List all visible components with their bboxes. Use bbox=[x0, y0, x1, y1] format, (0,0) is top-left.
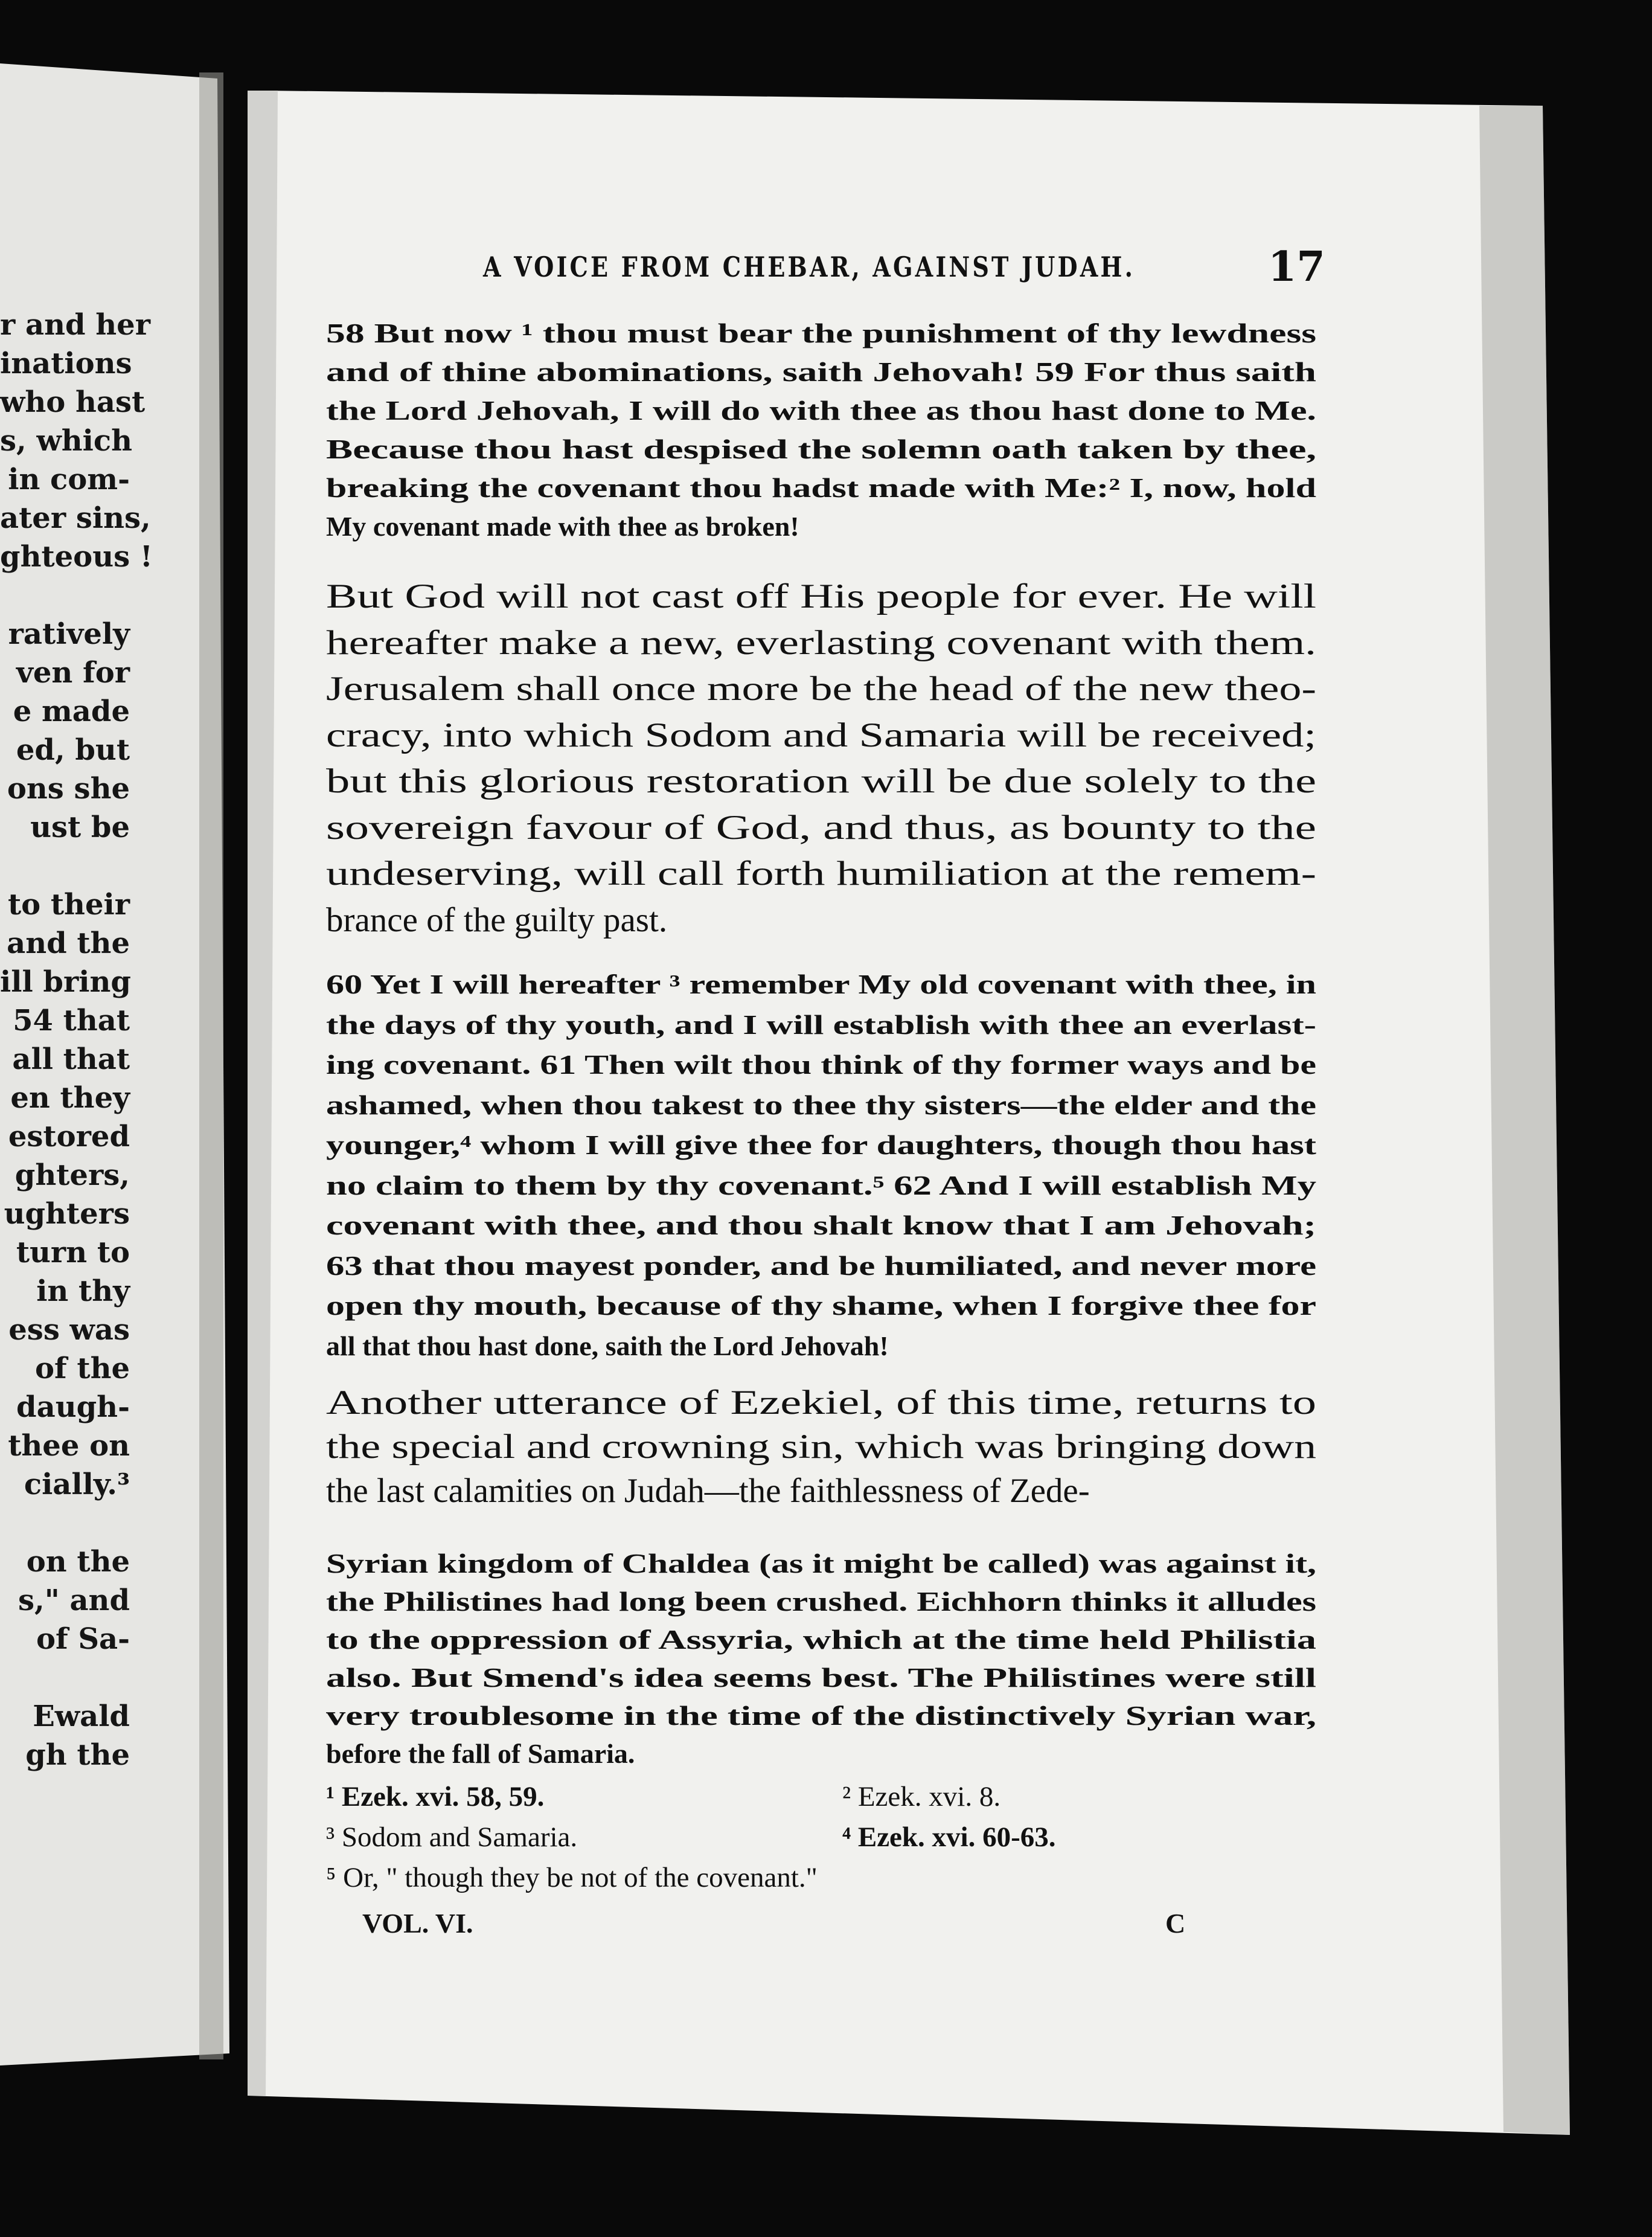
p1-line: but this glorious restoration will be due solely to the bbox=[326, 762, 1316, 800]
left-page-line: gh the bbox=[25, 1738, 130, 1772]
footnote-1: ¹ Ezek. xvi. 58, 59. bbox=[326, 1781, 545, 1812]
q2-line: the days of thy youth, and I will establish with thee an everlast- bbox=[326, 1009, 1316, 1040]
left-page-line: ater sins, bbox=[0, 501, 151, 535]
left-page-line: ed, but bbox=[16, 733, 130, 767]
q2-line: open thy mouth, because of thy shame, when I forgive thee for bbox=[326, 1290, 1316, 1321]
left-page-line: ven for bbox=[16, 656, 130, 690]
signature-mark: C bbox=[1165, 1908, 1186, 1939]
left-page-line: ust be bbox=[30, 810, 130, 844]
q2-line: ashamed, when thou takest to thee thy sisters—the elder and the bbox=[326, 1089, 1316, 1120]
left-page-line: of Sa- bbox=[36, 1622, 130, 1656]
fc-line: the Philistines had long been crushed. Eichhorn thinks it alludes bbox=[326, 1586, 1316, 1617]
left-page-line: and the bbox=[7, 926, 130, 960]
left-page-line: who hast bbox=[0, 385, 146, 419]
p1-line: hereafter make a new, everlasting covenant with them. bbox=[326, 623, 1316, 662]
q2-line: ing covenant. 61 Then wilt thou think of thy former ways and be bbox=[326, 1049, 1316, 1080]
left-page-line: en they bbox=[10, 1081, 130, 1115]
running-head: A VOICE FROM CHEBAR, AGAINST JUDAH. bbox=[483, 251, 1135, 283]
fc-line: before the fall of Samaria. bbox=[326, 1738, 635, 1769]
page-number: 17 bbox=[1268, 243, 1325, 291]
p1-line: undeserving, will call forth humiliation at the remem- bbox=[326, 855, 1316, 893]
q2-line: no claim to them by thy covenant.⁵ 62 And I will establish My bbox=[326, 1169, 1316, 1201]
volume-signature: VOL. VI. bbox=[362, 1908, 473, 1939]
p2-line: the special and crowning sin, which was bringing down bbox=[326, 1428, 1316, 1466]
left-page-line: of the bbox=[35, 1352, 130, 1385]
left-page-line: s," and bbox=[18, 1584, 130, 1617]
fc-line: to the oppression of Assyria, which at the time held Philistia bbox=[326, 1624, 1316, 1655]
left-page-fragment bbox=[0, 0, 153, 2056]
p1-line: Jerusalem shall once more be the head of the new theo- bbox=[326, 670, 1316, 708]
p2-line: the last calamities on Judah—the faithlessness of Zede- bbox=[326, 1472, 1090, 1510]
p1-line: But God will not cast off His people for ever. He will bbox=[326, 577, 1316, 615]
left-page-line: to their bbox=[7, 888, 130, 922]
left-page-line: s, which bbox=[0, 424, 133, 458]
q2-line: 63 that thou mayest ponder, and be humiliated, and never more bbox=[326, 1250, 1316, 1281]
q2-line: covenant with thee, and thou shalt know that I am Jehovah; bbox=[326, 1210, 1316, 1240]
left-page-line: inations bbox=[0, 347, 132, 380]
left-page-line: in com- bbox=[8, 463, 130, 496]
left-page-line: ghters, bbox=[14, 1158, 130, 1192]
p1-line: brance of the guilty past. bbox=[326, 900, 668, 939]
left-page-line: all that bbox=[12, 1042, 130, 1076]
left-page-line: r and her bbox=[0, 308, 150, 342]
q1-line: breaking the covenant thou hadst made with Me:² I, now, hold bbox=[326, 472, 1316, 503]
left-page-line: ghteous ! bbox=[0, 540, 153, 574]
left-page-line: Ewald bbox=[33, 1699, 130, 1733]
p2-line: Another utterance of Ezekiel, of this time, returns to bbox=[326, 1384, 1316, 1422]
q1-line: the Lord Jehovah, I will do with thee as thou hast done to Me. bbox=[326, 395, 1316, 426]
left-page-line: e made bbox=[13, 695, 130, 728]
q2-line: 60 Yet I will hereafter ³ remember My old covenant with thee, in bbox=[326, 969, 1316, 1000]
p1-line: cracy, into which Sodom and Samaria will be received; bbox=[326, 716, 1316, 754]
footnote-2: ² Ezek. xvi. 8. bbox=[842, 1781, 1001, 1812]
p1-line: sovereign favour of God, and thus, as bounty to the bbox=[326, 808, 1316, 847]
fc-line: very troublesome in the time of the distinctively Syrian war, bbox=[326, 1700, 1316, 1731]
left-page-line: in thy bbox=[36, 1274, 130, 1308]
left-page-line: 54 that bbox=[13, 1004, 130, 1038]
left-page-line: estored bbox=[8, 1120, 130, 1154]
footnote-5: ⁵ Or, " though they be not of the covenant." bbox=[326, 1862, 818, 1893]
q1-line: 58 But now ¹ thou must bear the punishment of thy lewdness bbox=[326, 318, 1316, 348]
q1-line: My covenant made with thee as broken! bbox=[326, 511, 799, 542]
q2-line: all that thou hast done, saith the Lord Jehovah! bbox=[326, 1330, 889, 1361]
left-page-line: turn to bbox=[16, 1236, 130, 1269]
left-page-line: on the bbox=[26, 1545, 130, 1579]
left-page-line: ratively bbox=[8, 617, 130, 651]
footnote-3: ³ Sodom and Samaria. bbox=[326, 1821, 578, 1853]
q1-line: and of thine abominations, saith Jehovah! 59 For thus saith bbox=[326, 356, 1316, 387]
left-page-line: thee on bbox=[8, 1429, 130, 1463]
left-page-line: ughters bbox=[4, 1197, 130, 1231]
footnote-4: ⁴ Ezek. xvi. 60-63. bbox=[842, 1821, 1056, 1853]
left-page-line: daugh- bbox=[16, 1390, 130, 1424]
left-page-line: ons she bbox=[7, 772, 130, 806]
left-page-line: ill bring bbox=[0, 965, 131, 999]
fc-line: Syrian kingdom of Chaldea (as it might be called) was against it, bbox=[326, 1548, 1316, 1579]
left-page-line: ess was bbox=[8, 1313, 130, 1347]
q2-line: younger,⁴ whom I will give thee for daughters, though thou hast bbox=[326, 1129, 1316, 1160]
q1-line: Because thou hast despised the solemn oath taken by thee, bbox=[326, 434, 1316, 464]
left-page-line: cially.³ bbox=[24, 1468, 130, 1501]
fc-line: also. But Smend's idea seems best. The Philistines were still bbox=[326, 1662, 1316, 1693]
